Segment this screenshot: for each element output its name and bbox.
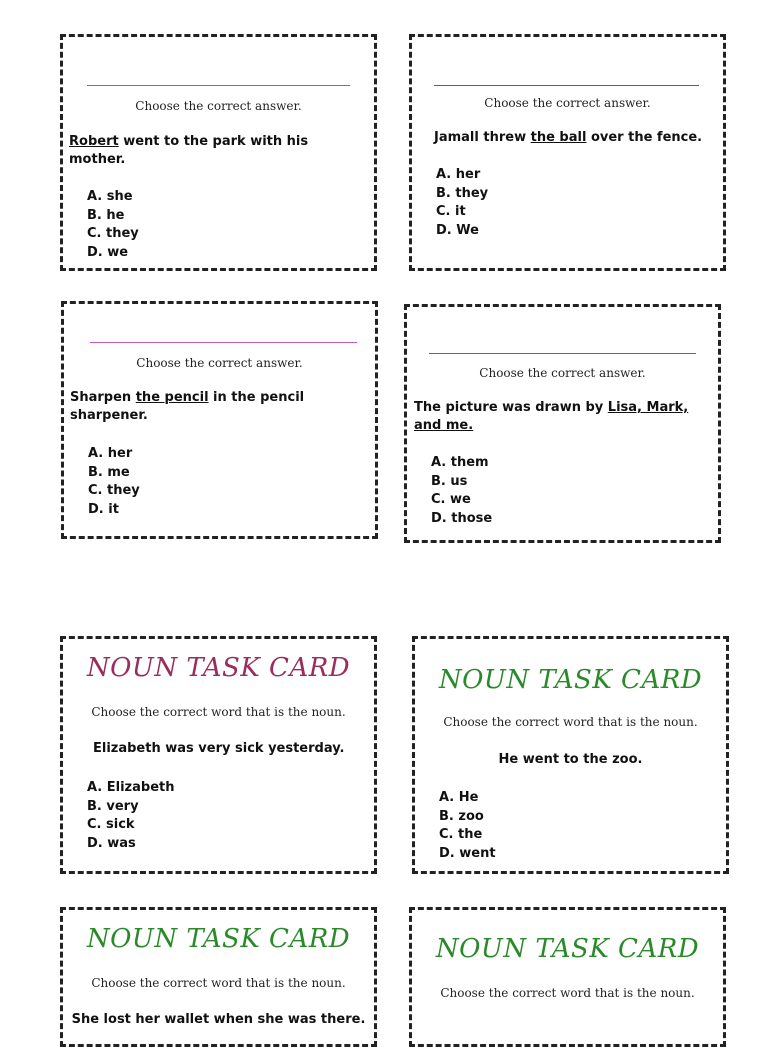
card-title: NOUN TASK CARD bbox=[438, 665, 703, 695]
answer-option[interactable]: D. We bbox=[436, 222, 479, 238]
answer-option[interactable]: B. us bbox=[431, 473, 468, 489]
card-instruction: Choose the correct answer. bbox=[136, 356, 303, 370]
underlined-phrase: Robert bbox=[69, 134, 119, 149]
card-instruction: Choose the correct word that is the noun. bbox=[440, 986, 695, 1000]
answer-option[interactable]: D. it bbox=[88, 501, 119, 517]
answer-option[interactable]: A. her bbox=[88, 446, 133, 461]
answer-options bbox=[431, 454, 492, 528]
answer-option[interactable]: C. sick bbox=[87, 817, 135, 832]
question-text: over the fence. bbox=[586, 130, 703, 145]
answer-option[interactable]: C. the bbox=[439, 827, 483, 842]
card-divider bbox=[87, 85, 350, 86]
answer-option[interactable]: A. her bbox=[436, 167, 481, 182]
answer-options bbox=[87, 779, 175, 853]
answer-options bbox=[439, 789, 496, 863]
noun-task-card bbox=[409, 907, 726, 1047]
answer-option[interactable]: C. they bbox=[87, 226, 139, 241]
answer-option[interactable]: C. it bbox=[436, 204, 466, 219]
noun-task-card bbox=[412, 636, 729, 874]
pronoun-task-card bbox=[60, 34, 377, 271]
answer-option[interactable]: A. Elizabeth bbox=[87, 780, 175, 795]
card-title: NOUN TASK CARD bbox=[86, 653, 351, 683]
answer-option[interactable]: A. them bbox=[431, 455, 489, 470]
noun-task-card bbox=[60, 636, 377, 874]
question-text: in the pencil sharpener. bbox=[70, 390, 305, 423]
answer-option[interactable]: B. they bbox=[436, 185, 489, 201]
card-question bbox=[434, 129, 717, 147]
card-question: He went to the zoo. bbox=[498, 752, 643, 767]
answer-option[interactable]: A. she bbox=[87, 189, 133, 204]
answer-options bbox=[87, 188, 139, 262]
card-instruction: Choose the correct word that is the noun. bbox=[443, 715, 698, 729]
answer-option[interactable]: B. very bbox=[87, 798, 139, 814]
card-question bbox=[69, 133, 334, 169]
answer-option[interactable]: B. zoo bbox=[439, 808, 484, 824]
pronoun-task-card bbox=[404, 304, 721, 543]
answer-option[interactable]: B. he bbox=[87, 207, 125, 223]
card-instruction: Choose the correct answer. bbox=[479, 366, 646, 380]
card-divider bbox=[90, 342, 357, 343]
answer-option[interactable]: D. was bbox=[87, 835, 136, 851]
answer-option[interactable]: D. we bbox=[87, 244, 129, 260]
answer-option[interactable]: A. He bbox=[439, 790, 479, 805]
answer-option[interactable]: C. we bbox=[431, 492, 471, 507]
card-question bbox=[414, 399, 712, 435]
question-text: The picture was drawn by bbox=[414, 400, 608, 415]
card-instruction: Choose the correct answer. bbox=[484, 96, 651, 110]
pronoun-task-card bbox=[61, 301, 378, 539]
underlined-phrase: the pencil bbox=[135, 390, 209, 405]
card-title: NOUN TASK CARD bbox=[86, 924, 351, 954]
answer-option[interactable]: D. those bbox=[431, 510, 493, 526]
question-text: Sharpen bbox=[70, 390, 136, 405]
question-text: went to the park with his mother. bbox=[69, 134, 309, 167]
underlined-phrase: Lisa, Mark, and me. bbox=[414, 400, 689, 433]
card-instruction: Choose the correct answer. bbox=[135, 99, 302, 113]
answer-options bbox=[436, 166, 488, 240]
card-question: Elizabeth was very sick yesterday. bbox=[93, 741, 345, 756]
card-instruction: Choose the correct word that is the noun. bbox=[91, 705, 346, 719]
card-divider bbox=[434, 85, 699, 86]
card-instruction: Choose the correct word that is the noun. bbox=[91, 976, 346, 990]
card-title: NOUN TASK CARD bbox=[435, 934, 700, 964]
card-question bbox=[70, 389, 315, 425]
question-text: Jamall threw bbox=[434, 130, 531, 145]
card-question: She lost her wallet when she was there. bbox=[71, 1012, 366, 1027]
underlined-phrase: the ball bbox=[530, 130, 587, 145]
answer-options bbox=[88, 445, 140, 519]
noun-task-card bbox=[60, 907, 377, 1047]
answer-option[interactable]: C. they bbox=[88, 483, 140, 498]
answer-option[interactable]: D. went bbox=[439, 845, 496, 861]
pronoun-task-card bbox=[409, 34, 726, 271]
answer-option[interactable]: B. me bbox=[88, 464, 130, 480]
card-divider bbox=[429, 353, 696, 354]
